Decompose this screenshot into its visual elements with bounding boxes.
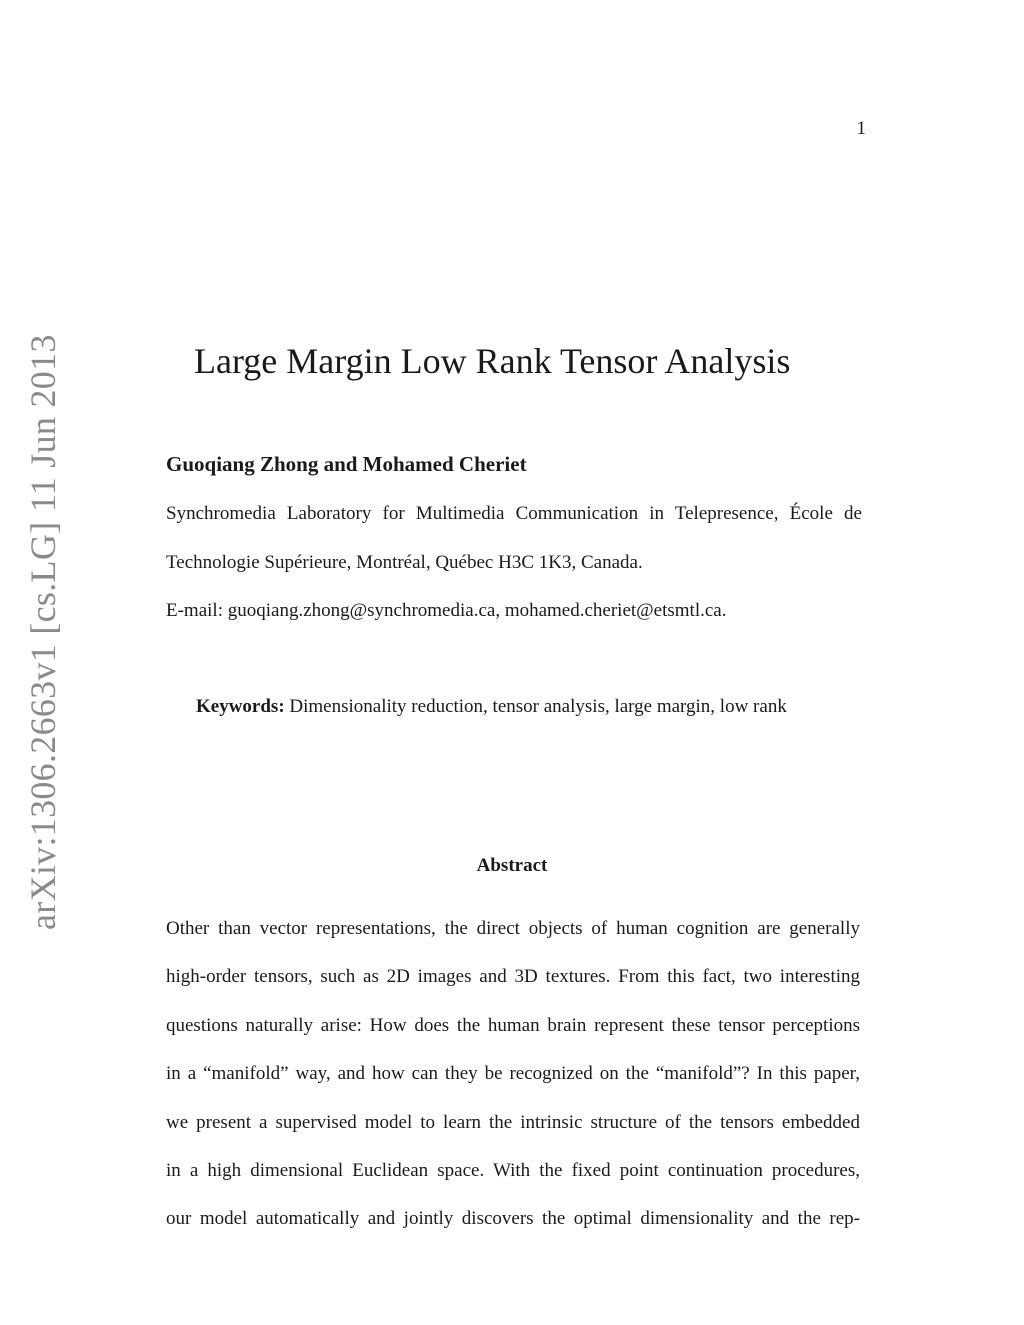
keywords-label: Keywords: [196, 696, 285, 717]
arxiv-identifier-stamp: arXiv:1306.2663v1 [cs.LG] 11 Jun 2013 [23, 334, 63, 930]
affiliation-line-1-text: Synchromedia Laboratory for Multimedia Communication in Telepresence, École de [166, 503, 862, 524]
abstract-line: high-order tensors, such as 2D images and 3D textures. From this fact, two interesting [166, 966, 860, 987]
affiliation-email: E-mail: guoqiang.zhong@synchromedia.ca, mohamed.cheriet@etsmtl.ca. [166, 600, 727, 621]
page-number: 1 [856, 118, 866, 139]
paper-title: Large Margin Low Rank Tensor Analysis [194, 341, 791, 381]
abstract-line: our model automatically and jointly discovers the optimal dimensionality and the rep- [166, 1208, 860, 1229]
abstract-line: in a high dimensional Euclidean space. With the fixed point continuation procedures, [166, 1160, 860, 1181]
affiliation-line-2: Technologie Supérieure, Montréal, Québec H3C 1K3, Canada. [166, 552, 643, 573]
abstract-line: we present a supervised model to learn the intrinsic structure of the tensors embedded [166, 1112, 860, 1133]
paper-authors: Guoqiang Zhong and Mohamed Cheriet [166, 452, 527, 476]
keywords-text: Dimensionality reduction, tensor analysis, large margin, low rank [289, 696, 787, 717]
abstract-line: Other than vector representations, the direct objects of human cognition are generally [166, 918, 860, 939]
abstract-line: questions naturally arise: How does the human brain represent these tensor perceptions [166, 1015, 860, 1036]
keywords-line [196, 696, 787, 718]
abstract-line: in a “manifold” way, and how can they be recognized on the “manifold”? In this paper, [166, 1063, 860, 1084]
abstract-heading: Abstract [476, 855, 548, 876]
affiliation-line-1 [166, 503, 862, 525]
